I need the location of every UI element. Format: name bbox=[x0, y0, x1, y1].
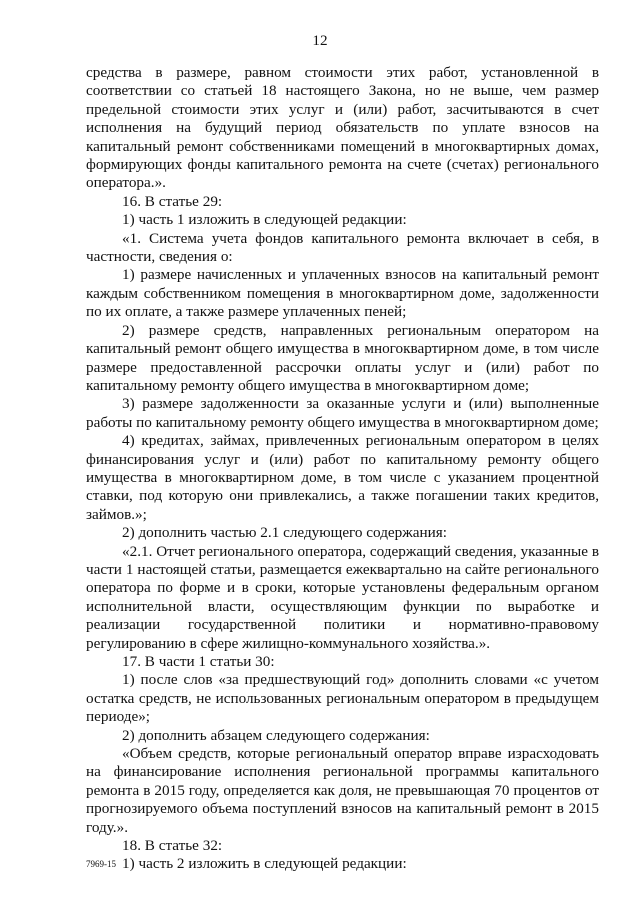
paragraph: «1. Система учета фондов капитального ремонта включает в себя, в частности, сведения о: bbox=[86, 229, 599, 266]
paragraph: 17. В части 1 статьи 30: bbox=[122, 653, 275, 670]
paragraph: 16. В статье 29: bbox=[122, 192, 223, 210]
paragraph: 1) после слов «за предшествующий год» дополнить словами «с учетом остатка средств, не использованных региональным оператором в предыдущем периоде»; bbox=[86, 671, 599, 726]
paragraph: 2) размере средств, направленных региональным оператором на капитальный ремонт общего имущества в многоквартирном доме, в том числе размере предоставленной рассрочки оплаты услуг и (или) работ по капитальному ремонту общего имущества в многоквартирном доме; bbox=[86, 321, 599, 394]
paragraph: 2) дополнить абзацем следующего содержания: bbox=[122, 726, 430, 744]
paragraph: 1) часть 1 изложить в следующей редакции: bbox=[122, 211, 407, 229]
document-code: 7969-15 bbox=[86, 859, 116, 869]
paragraph: «Объем средств, которые региональный оператор вправе израсходовать на финансирование исполнения региональной программы капитального ремонта в 2015 году, определяется как доля, не превышающая 70 процентов от прогнозируемого объема поступлений взносов на капитальный ремонт в 2015 году.». bbox=[86, 745, 599, 836]
paragraph: «2.1. Отчет регионального оператора, содержащий сведения, указанные в части 1 настоящей статьи, размещается ежеквартально на сайте регионального оператора по форме и в сроки, которые установлены федеральным органом исполнительной власти, осуществляющим функции по выработке и реализации государственной политики и нормативно-правовому регулированию в сфере жилищно-коммунального хозяйства.». bbox=[86, 542, 599, 652]
paragraph: 4) кредитах, займах, привлеченных региональным оператором в целях финансирования услуг и (или) работ по капитальному ремонту общего имущества в многоквартирном доме, в том числе с указанием процентной ставки, под которую они привлекались, а также погашении таких кредитов, займов.»; bbox=[86, 432, 599, 523]
paragraph: средства в размере, равном стоимости этих работ, установленной в соответствии со статьей 18 настоящего Закона, но не выше, чем размер предельной стоимости этих услуг и (или) работ, засчитываются в счет исполнения на будущий период обязательств по уплате взносов на капитальный ремонт собственниками помещений в многоквартирных домах, формирующих фонды капитального ремонта на счете (счетах) регионального оператора.». bbox=[86, 64, 599, 192]
page-number: 12 bbox=[312, 32, 328, 49]
paragraph: 18. В статье 32: bbox=[122, 837, 223, 855]
paragraph: 1) размере начисленных и уплаченных взносов на капитальный ремонт каждым собственником помещения в многоквартирном доме, задолженности по их оплате, а также размере уплаченных пеней; bbox=[86, 266, 599, 321]
paragraph: 3) размере задолженности за оказанные услуги и (или) выполненные работы по капитальному ремонту общего имущества в многоквартирном доме; bbox=[86, 395, 599, 431]
paragraph: 1) часть 2 изложить в следующей редакции: bbox=[122, 855, 407, 873]
paragraph: 2) дополнить частью 2.1 следующего содержания: bbox=[122, 524, 447, 542]
document-body bbox=[86, 64, 599, 874]
